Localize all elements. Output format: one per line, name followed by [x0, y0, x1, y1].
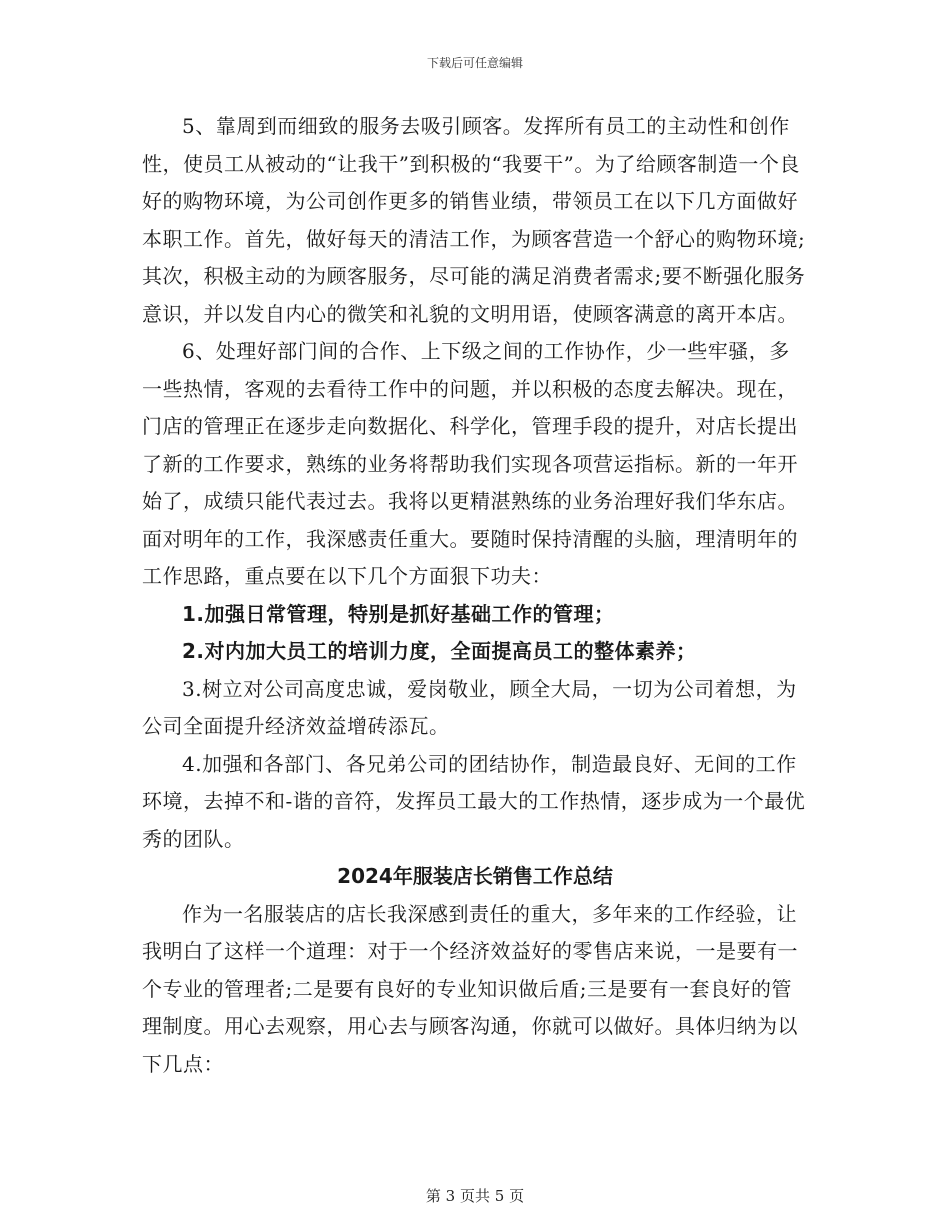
- section-intro: 作为一名服装店的店长我深感到责任的重大，多年来的工作经验，让我明白了这样一个道理：对于一个经济效益好的零售店来说，一是要有一个专业的管理者;二是要有良好的专业知识做后盾;三是要有一套良好的管理制度。用心去观察，用心去与顾客沟通，你就可以做好。具体归纳为以下几点：: [142, 901, 798, 1076]
- document-body: [142, 108, 808, 1083]
- page-header: 下载后可任意编辑: [426, 56, 523, 70]
- list-item-staff-training: 2.对内加大员工的培训力度，全面提高员工的整体素养；: [182, 639, 697, 663]
- section-title: 2024年服装店长销售工作总结: [337, 864, 613, 888]
- list-item-loyalty: 3.树立对公司高度忠诚，爱岗敬业，顾全大局，一切为公司着想，为公司全面提升经济效益增砖添瓦。: [142, 676, 797, 738]
- page-footer: 第 3 页共 5 页: [425, 1187, 525, 1205]
- paragraph-service: 5、靠周到而细致的服务去吸引顾客。发挥所有员工的主动性和创作性，使员工从被动的“让我干”到积极的“我要干”。为了给顾客制造一个良好的购物环境，为公司创作更多的销售业绩，带领员工在以下几方面做好本职工作。首先，做好每天的清洁工作，为顾客营造一个舒心的购物环境;其次，积极主动的为顾客服务，尽可能的满足消费者需求;要不断强化服务意识，并以发自内心的微笑和礼貌的文明用语，使顾客满意的离开本店。: [142, 114, 806, 326]
- paragraph-cooperation: 6、处理好部门间的合作、上下级之间的工作协作，少一些牢骚，多一些热情，客观的去看待工作中的问题，并以积极的态度去解决。现在，门店的管理正在逐步走向数据化、科学化，管理手段的提升，对店长提出了新的工作要求，熟练的业务将帮助我们实现各项营运指标。新的一年开始了，成绩只能代表过去。我将以更精湛熟练的业务治理好我们华东店。面对明年的工作，我深感责任重大。要随时保持清醒的头脑，理清明年的工作思路，重点要在以下几个方面狠下功夫：: [142, 339, 798, 588]
- list-item-teamwork: 4.加强和各部门、各兄弟公司的团结协作，制造最良好、无间的工作环境，去掉不和-谐的音符，发挥员工最大的工作热情，逐步成为一个最优秀的团队。: [142, 751, 806, 851]
- list-item-daily-management: 1.加强日常管理，特别是抓好基础工作的管理；: [182, 601, 615, 626]
